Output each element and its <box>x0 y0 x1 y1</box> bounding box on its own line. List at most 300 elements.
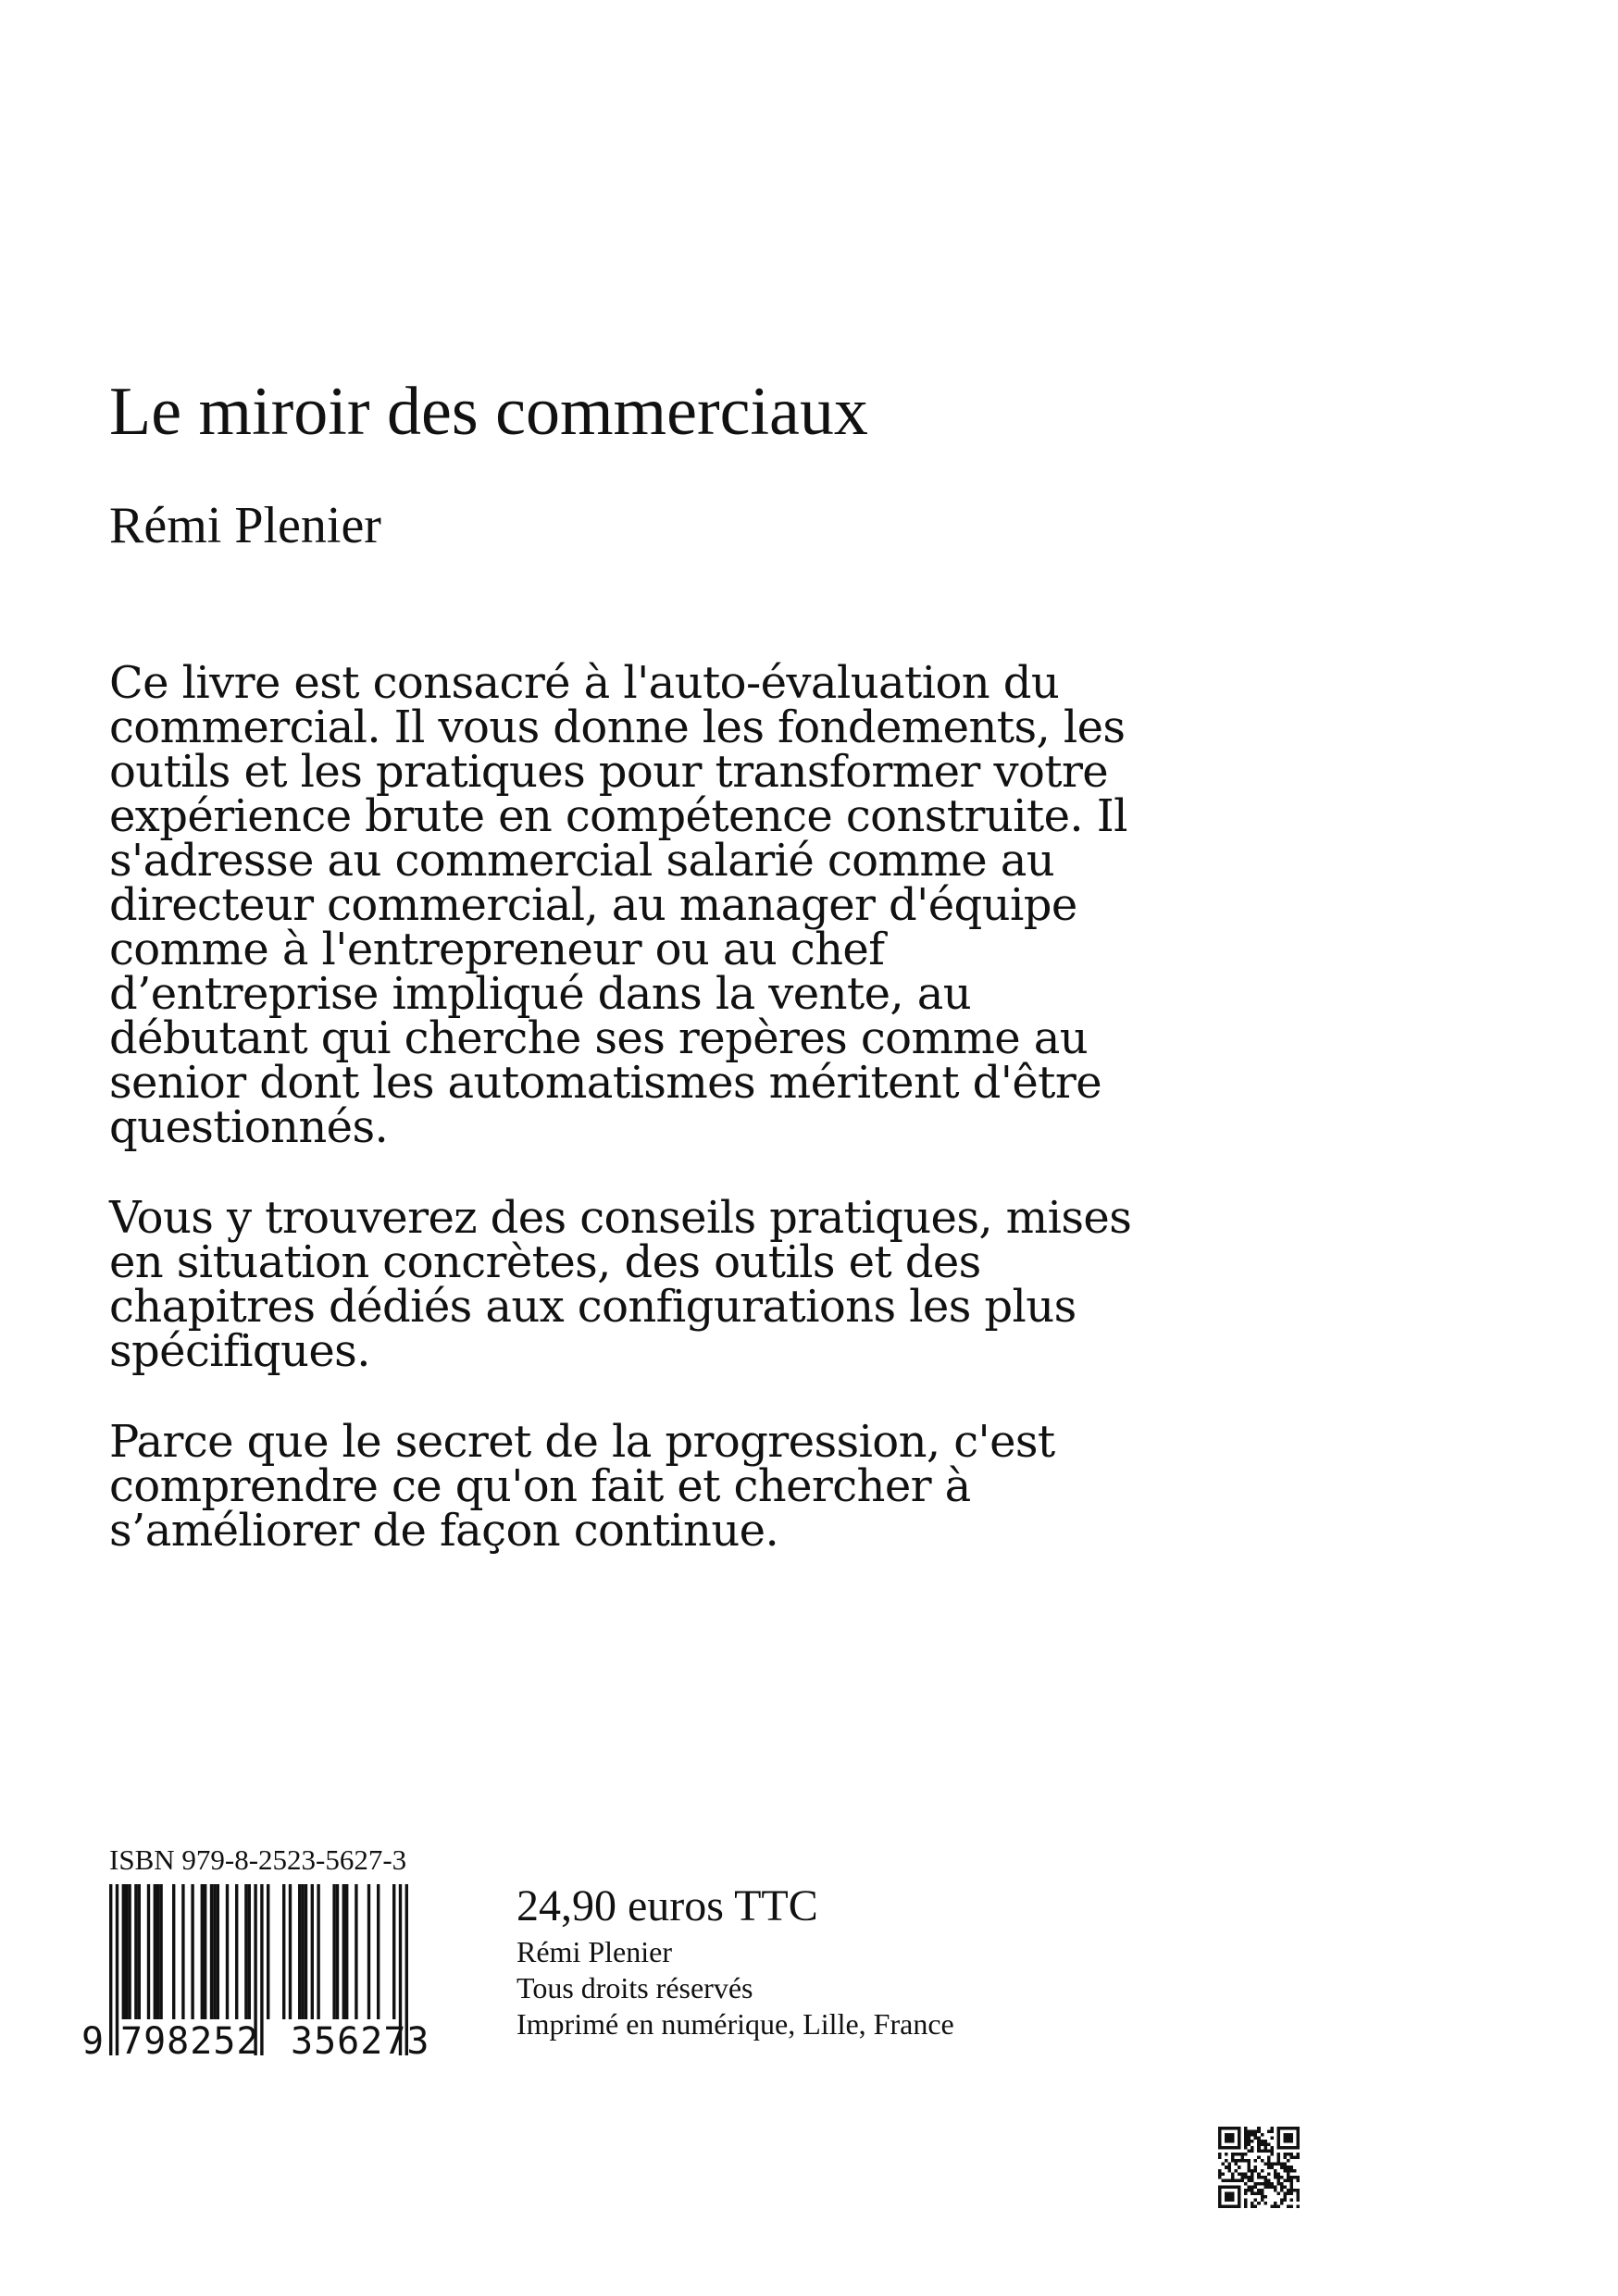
barcode <box>81 1884 452 2069</box>
blurb-line: comme à l'entrepreneur ou au chef <box>109 924 885 975</box>
qr-module <box>1276 2159 1280 2163</box>
qr-module <box>1287 2178 1290 2182</box>
qr-module <box>1267 2163 1271 2166</box>
barcode-guard-bar <box>116 1884 118 2055</box>
qr-module <box>1238 2178 1241 2182</box>
qr-module <box>1235 2153 1238 2156</box>
qr-module <box>1280 2189 1284 2192</box>
qr-module <box>1218 2153 1222 2156</box>
barcode-bar <box>191 1884 193 2019</box>
qr-module <box>1289 2176 1293 2179</box>
qr-module <box>1241 2156 1245 2160</box>
qr-module <box>1251 2146 1254 2150</box>
qr-module <box>1218 2204 1222 2208</box>
qr-module <box>1296 2127 1300 2130</box>
qr-module <box>1263 2195 1267 2199</box>
qr-module <box>1267 2156 1271 2160</box>
blurb-line: commercial. Il vous donne les fondements, les <box>109 701 1126 753</box>
qr-module <box>1280 2166 1284 2169</box>
barcode-bar <box>392 1884 395 2019</box>
barcode-bar <box>154 1884 156 2019</box>
qr-module <box>1225 2178 1228 2182</box>
qr-module <box>1257 2189 1261 2192</box>
qr-module <box>1231 2195 1235 2199</box>
barcode-bar <box>156 1884 159 2019</box>
qr-module <box>1222 2172 1226 2176</box>
barcode-bar <box>336 1884 339 2019</box>
qr-module <box>1235 2204 1238 2208</box>
barcode-bar <box>172 1884 175 2019</box>
qr-module <box>1261 2150 1264 2153</box>
blurb-line: questionnés. <box>109 1101 389 1153</box>
qr-module <box>1276 2191 1280 2195</box>
qr-module <box>1231 2159 1235 2163</box>
blurb-paragraph <box>109 1192 1266 1377</box>
qr-module <box>1283 2169 1287 2173</box>
qr-module <box>1276 2127 1280 2130</box>
qr-module <box>1293 2146 1297 2150</box>
qr-module <box>1231 2191 1235 2195</box>
qr-module <box>1244 2137 1248 2141</box>
qr-module <box>1261 2176 1264 2179</box>
barcode-guard-bar <box>260 1884 263 2055</box>
qr-module <box>1251 2176 1254 2179</box>
barcode-bar <box>282 1884 285 2019</box>
qr-module <box>1238 2202 1241 2205</box>
qr-module <box>1270 2146 1274 2150</box>
qr-module <box>1225 2191 1228 2195</box>
qr-module <box>1270 2150 1274 2153</box>
qr-module <box>1225 2195 1228 2199</box>
qr-module <box>1276 2153 1280 2156</box>
qr-module <box>1251 2189 1254 2192</box>
qr-module <box>1244 2182 1248 2186</box>
qr-module <box>1241 2153 1245 2156</box>
qr-module <box>1270 2127 1274 2130</box>
qr-module <box>1261 2159 1264 2163</box>
barcode-bar <box>201 1884 204 2019</box>
qr-module <box>1289 2153 1293 2156</box>
qr-module <box>1248 2185 1251 2189</box>
qr-module <box>1218 2189 1222 2192</box>
qr-module <box>1257 2176 1261 2179</box>
qr-module <box>1267 2178 1271 2182</box>
barcode-bar <box>355 1884 357 2019</box>
barcode-bar <box>248 1884 251 2019</box>
qr-module <box>1296 2191 1300 2195</box>
qr-module <box>1276 2137 1280 2141</box>
qr-module <box>1283 2163 1287 2166</box>
qr-module <box>1283 2185 1287 2189</box>
qr-module <box>1222 2178 1226 2182</box>
qr-module <box>1238 2198 1241 2202</box>
qr-module <box>1228 2169 1232 2173</box>
qr-module <box>1261 2198 1264 2202</box>
qr-module <box>1248 2159 1251 2163</box>
qr-module <box>1231 2140 1235 2143</box>
qr-module <box>1287 2153 1290 2156</box>
qr-module <box>1263 2202 1267 2205</box>
qr-module <box>1296 2130 1300 2134</box>
qr-module <box>1261 2191 1264 2195</box>
qr-module <box>1225 2204 1228 2208</box>
qr-module <box>1283 2153 1287 2156</box>
barcode-bar <box>367 1884 370 2019</box>
qr-module <box>1251 2191 1254 2195</box>
qr-module <box>1280 2146 1284 2150</box>
qr-module <box>1251 2140 1254 2143</box>
qr-module <box>1244 2140 1248 2143</box>
qr-module <box>1248 2137 1251 2141</box>
qr-module <box>1254 2191 1258 2195</box>
qr-module <box>1238 2143 1241 2147</box>
barcode-bar <box>134 1884 137 2019</box>
qr-module <box>1244 2130 1248 2134</box>
qr-module <box>1225 2140 1228 2143</box>
qr-module <box>1218 2140 1222 2143</box>
blurb-line: directeur commercial, au manager d'équipe <box>109 879 1077 931</box>
qr-module <box>1231 2204 1235 2208</box>
qr-module <box>1257 2182 1261 2186</box>
qr-module <box>1280 2198 1284 2202</box>
qr-module <box>1238 2172 1241 2176</box>
qr-module <box>1287 2137 1290 2141</box>
qr-module <box>1244 2133 1248 2137</box>
barcode-bar <box>301 1884 304 2019</box>
blurb-line: s’améliorer de façon continue. <box>109 1505 779 1557</box>
qr-module <box>1254 2185 1258 2189</box>
blurb-paragraph <box>109 1416 1266 1557</box>
qr-module <box>1283 2146 1287 2150</box>
qr-module <box>1261 2189 1264 2192</box>
qr-module <box>1274 2202 1277 2205</box>
qr-module <box>1276 2182 1280 2186</box>
qr-module <box>1228 2140 1232 2143</box>
qr-module <box>1244 2143 1248 2147</box>
barcode-bar <box>342 1884 345 2019</box>
qr-module <box>1218 2137 1222 2141</box>
qr-module <box>1261 2133 1264 2137</box>
qr-module <box>1228 2198 1232 2202</box>
qr-module <box>1274 2163 1277 2166</box>
qr-module <box>1225 2159 1228 2163</box>
qr-module <box>1276 2163 1280 2166</box>
qr-module <box>1287 2140 1290 2143</box>
qr-module <box>1267 2159 1271 2163</box>
qr-module <box>1276 2178 1280 2182</box>
qr-module <box>1296 2189 1300 2192</box>
qr-module <box>1248 2140 1251 2143</box>
qr-module <box>1270 2137 1274 2141</box>
qr-module <box>1244 2153 1248 2156</box>
qr-module <box>1251 2178 1254 2182</box>
blurb-line: senior dont les automatismes méritent d'être <box>109 1057 1102 1109</box>
qr-module <box>1263 2140 1267 2143</box>
qr-module <box>1296 2137 1300 2141</box>
qr-module <box>1235 2127 1238 2130</box>
qr-module <box>1270 2163 1274 2166</box>
qr-module <box>1261 2169 1264 2173</box>
qr-module <box>1254 2198 1258 2202</box>
qr-module <box>1257 2191 1261 2195</box>
qr-module <box>1218 2198 1222 2202</box>
barcode-bar <box>332 1884 335 2019</box>
qr-module <box>1235 2163 1238 2166</box>
qr-module <box>1296 2143 1300 2147</box>
qr-module <box>1251 2202 1254 2205</box>
qr-module <box>1218 2146 1222 2150</box>
qr-module <box>1276 2130 1280 2134</box>
qr-module <box>1267 2185 1271 2189</box>
qr-module <box>1296 2204 1300 2208</box>
barcode-bar <box>377 1884 380 2019</box>
qr-module <box>1218 2169 1222 2173</box>
qr-module <box>1267 2143 1271 2147</box>
qr-module <box>1280 2163 1284 2166</box>
qr-module <box>1280 2202 1284 2205</box>
qr-module <box>1274 2176 1277 2179</box>
qr-module <box>1228 2137 1232 2141</box>
qr-module <box>1263 2176 1267 2179</box>
qr-module <box>1248 2143 1251 2147</box>
barcode-bar <box>204 1884 206 2019</box>
blurb-line: s'adresse au commercial salarié comme au <box>109 835 1055 887</box>
qr-module <box>1248 2189 1251 2192</box>
qr-module <box>1251 2169 1254 2173</box>
barcode-bar <box>217 1884 219 2019</box>
qr-module <box>1251 2172 1254 2176</box>
qr-module <box>1276 2176 1280 2179</box>
qr-module <box>1283 2191 1287 2195</box>
qr-module <box>1263 2150 1267 2153</box>
qr-module <box>1251 2130 1254 2134</box>
qr-module <box>1296 2195 1300 2199</box>
qr-module <box>1228 2204 1232 2208</box>
barcode-bar <box>138 1884 141 2019</box>
qr-module <box>1228 2191 1232 2195</box>
qr-module <box>1228 2163 1232 2166</box>
blurb <box>109 657 1266 1599</box>
qr-module <box>1238 2185 1241 2189</box>
qr-module <box>1235 2159 1238 2163</box>
barcode-bar <box>345 1884 348 2019</box>
qr-module <box>1289 2185 1293 2189</box>
qr-module <box>1287 2127 1290 2130</box>
qr-module <box>1228 2166 1232 2169</box>
qr-module <box>1287 2204 1290 2208</box>
qr-module <box>1248 2176 1251 2179</box>
barcode-bar <box>213 1884 216 2019</box>
qr-module <box>1248 2163 1251 2166</box>
qr-module <box>1238 2166 1241 2169</box>
qr-module <box>1270 2130 1274 2134</box>
qr-module <box>1225 2198 1228 2202</box>
qr-module <box>1287 2176 1290 2179</box>
qr-module <box>1276 2143 1280 2147</box>
qr-module <box>1238 2137 1241 2141</box>
qr-module <box>1280 2182 1284 2186</box>
barcode-bar <box>298 1884 301 2019</box>
barcode-bar <box>147 1884 150 2019</box>
barcode-bar <box>122 1884 125 2019</box>
qr-module <box>1238 2204 1241 2208</box>
barcode-bar <box>128 1884 131 2019</box>
qr-module <box>1244 2159 1248 2163</box>
qr-module <box>1289 2137 1293 2141</box>
qr-module <box>1257 2156 1261 2160</box>
blurb-line: en situation concrètes, des outils et des <box>109 1236 981 1288</box>
qr-module <box>1241 2178 1245 2182</box>
qr-module <box>1287 2133 1290 2137</box>
barcode-guard-bar <box>109 1884 112 2055</box>
qr-module <box>1238 2140 1241 2143</box>
blurb-line: chapitres dédiés aux configurations les plus <box>109 1281 1077 1333</box>
qr-module <box>1287 2191 1290 2195</box>
qr-module <box>1257 2146 1261 2150</box>
qr-module <box>1296 2153 1300 2156</box>
qr-module <box>1296 2146 1300 2150</box>
qr-module <box>1222 2185 1226 2189</box>
qr-module <box>1244 2198 1248 2202</box>
qr-module <box>1238 2153 1241 2156</box>
qr-module <box>1293 2189 1297 2192</box>
qr-module <box>1218 2143 1222 2147</box>
blurb-line: expérience brute en compétence construite. Il <box>109 790 1127 842</box>
qr-module <box>1241 2159 1245 2163</box>
blurb-line: comprendre ce qu'on fait et chercher à <box>109 1460 971 1512</box>
qr-module <box>1248 2133 1251 2137</box>
book-title: Le miroir des commerciaux <box>109 374 868 450</box>
qr-module <box>1296 2140 1300 2143</box>
qr-module <box>1289 2182 1293 2186</box>
qr-module <box>1235 2185 1238 2189</box>
qr-module <box>1238 2195 1241 2199</box>
qr-module <box>1231 2178 1235 2182</box>
qr-module <box>1248 2169 1251 2173</box>
qr-module <box>1274 2204 1277 2208</box>
qr-module <box>1270 2182 1274 2186</box>
qr-module <box>1244 2189 1248 2192</box>
qr-module <box>1228 2146 1232 2150</box>
qr-module <box>1244 2127 1248 2130</box>
qr-module <box>1241 2176 1245 2179</box>
qr-module <box>1231 2133 1235 2137</box>
qr-module <box>1228 2195 1232 2199</box>
qr-module <box>1287 2146 1290 2150</box>
qr-module <box>1254 2204 1258 2208</box>
qr-module <box>1289 2156 1293 2160</box>
qr-module <box>1231 2198 1235 2202</box>
barcode-bar <box>267 1884 269 2019</box>
qr-module <box>1244 2146 1248 2150</box>
barcode-bar <box>181 1884 184 2019</box>
qr-module <box>1283 2156 1287 2160</box>
qr-module <box>1289 2169 1293 2173</box>
qr-module <box>1225 2166 1228 2169</box>
qr-module <box>1267 2166 1271 2169</box>
barcode-bar <box>159 1884 162 2019</box>
qr-module <box>1257 2130 1261 2134</box>
qr-module <box>1231 2185 1235 2189</box>
qr-module <box>1287 2172 1290 2176</box>
barcode-bar <box>125 1884 128 2019</box>
qr-module <box>1254 2137 1258 2141</box>
qr-module <box>1289 2204 1293 2208</box>
qr-module <box>1276 2133 1280 2137</box>
qr-module <box>1238 2130 1241 2134</box>
qr-module <box>1241 2172 1245 2176</box>
blurb-line: spécifiques. <box>109 1325 370 1377</box>
qr-module <box>1254 2133 1258 2137</box>
qr-module <box>1238 2127 1241 2130</box>
qr-module <box>1263 2163 1267 2166</box>
qr-module <box>1228 2127 1232 2130</box>
qr-module <box>1228 2185 1232 2189</box>
qr-module <box>1267 2172 1271 2176</box>
qr-module <box>1267 2150 1271 2153</box>
qr-module <box>1263 2146 1267 2150</box>
qr-module <box>1257 2172 1261 2176</box>
qr-module <box>1254 2182 1258 2186</box>
qr-module <box>1267 2182 1271 2186</box>
blurb-line: outils et les pratiques pour transformer votre <box>109 746 1109 798</box>
qr-module <box>1248 2130 1251 2134</box>
qr-module <box>1238 2191 1241 2195</box>
qr-module <box>1231 2172 1235 2176</box>
qr-module <box>1218 2127 1222 2130</box>
qr-module <box>1283 2127 1287 2130</box>
barcode-bar <box>244 1884 247 2019</box>
qr-module <box>1283 2166 1287 2169</box>
qr-module <box>1235 2169 1238 2173</box>
qr-module <box>1283 2137 1287 2141</box>
qr-module <box>1218 2185 1222 2189</box>
qr-module <box>1296 2156 1300 2160</box>
qr-module <box>1257 2150 1261 2153</box>
qr-module <box>1263 2182 1267 2186</box>
qr-module <box>1257 2127 1261 2130</box>
qr-module <box>1280 2176 1284 2179</box>
qr-module <box>1244 2191 1248 2195</box>
qr-module <box>1283 2140 1287 2143</box>
barcode-bar <box>311 1884 314 2019</box>
qr-module <box>1257 2140 1261 2143</box>
qr-module <box>1218 2133 1222 2137</box>
qr-module <box>1276 2204 1280 2208</box>
qr-module <box>1261 2195 1264 2199</box>
qr-module <box>1238 2146 1241 2150</box>
book-author: Rémi Plenier <box>109 497 381 554</box>
qr-module <box>1238 2159 1241 2163</box>
qr-module <box>1228 2133 1232 2137</box>
qr-module <box>1296 2178 1300 2182</box>
barcode-bar <box>289 1884 292 2019</box>
qr-module <box>1261 2140 1264 2143</box>
qr-module <box>1251 2150 1254 2153</box>
qr-module <box>1289 2189 1293 2192</box>
qr-module <box>1254 2166 1258 2169</box>
qr-module <box>1274 2169 1277 2173</box>
qr-module <box>1296 2198 1300 2202</box>
qr-module <box>1296 2133 1300 2137</box>
qr-module <box>1270 2185 1274 2189</box>
qr-module <box>1225 2153 1228 2156</box>
qr-module <box>1225 2137 1228 2141</box>
qr-module <box>1231 2156 1235 2160</box>
qr-module <box>1293 2176 1297 2179</box>
qr-module <box>1270 2166 1274 2169</box>
qr-module <box>1280 2127 1284 2130</box>
